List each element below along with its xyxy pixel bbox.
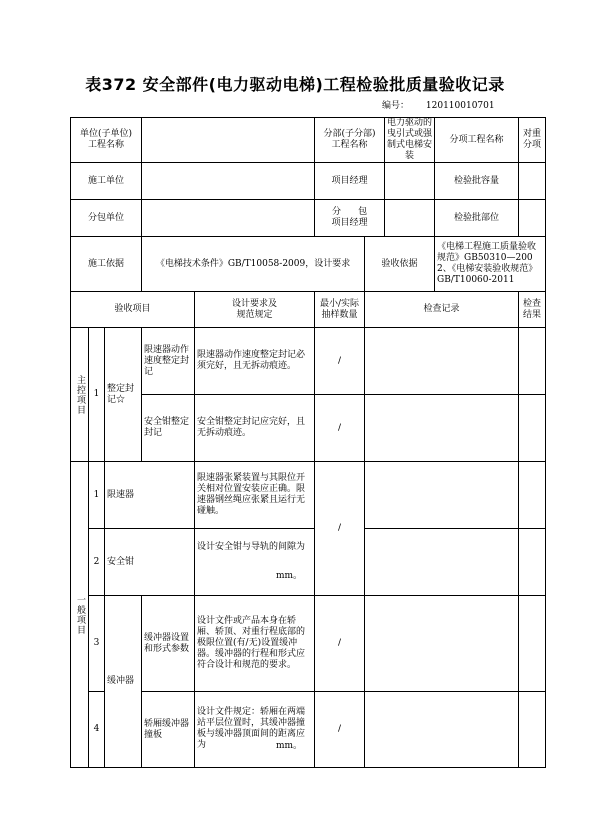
header-row-4 [71,237,546,292]
doc-number-value: 120110010701 [425,101,495,111]
general-row-2 [71,529,546,596]
general-sub-3: 缓冲器设置和形式参数 [142,596,195,692]
general-row-4 [71,692,546,768]
main-control-no: 1 [89,328,105,462]
general-unit-4: mm。 [275,741,303,751]
general-row-3 [71,596,546,692]
acceptance-basis-label: 验收依据 [365,237,435,292]
unit-label: 单位(子单位) 工程名称 [71,118,142,163]
capacity-value[interactable] [519,163,546,200]
general-sampling-4[interactable]: / [315,692,365,768]
main-control-label: 主控项目 [71,328,89,462]
main-control-req-2: 安全钳整定封记应完好，且无拆动痕迹。 [195,395,315,462]
general-req-4: 设计文件规定：轿厢在两端站平层位置时，其缓冲器撞板与缓冲器顶面间的距离应为 mm。 [195,692,315,768]
header-row-3 [71,200,546,237]
general-item-3: 缓冲器 [105,596,142,768]
column-header-row [71,292,546,328]
general-sampling-1-2[interactable]: / [315,462,365,596]
general-result-3[interactable] [519,596,546,692]
general-record-3[interactable] [365,596,519,692]
main-control-sub-2: 安全钳整定封记 [142,395,195,462]
general-record-4[interactable] [365,692,519,768]
doc-number-label: 编号： [382,101,410,111]
general-unit-2: mm。 [275,571,303,581]
subcontractor-value[interactable] [142,200,315,237]
subitem-value[interactable]: 对重分项 [519,118,546,163]
general-no-1: 1 [89,462,105,529]
general-req-2: 设计安全钳与导轨的间隙为 mm。 [195,529,315,596]
location-value[interactable] [519,200,546,237]
contractor-label: 施工单位 [71,163,142,200]
header-row-1 [71,118,546,163]
pm-value[interactable] [385,163,435,200]
general-no-4: 4 [89,692,105,768]
main-control-result-1[interactable] [519,328,546,395]
main-control-row-1 [71,328,546,395]
main-control-result-2[interactable] [519,395,546,462]
page-title: 表372 安全部件(电力驱动电梯)工程检验批质量验收记录 [85,75,505,94]
sub-pm-label: 分 包 项目经理 [315,200,385,237]
basis-value: 《电梯技术条件》GB/T10058-2009，设计要求 [142,237,365,292]
main-control-sub-1: 限速器动作速度整定封记 [142,328,195,395]
general-item-2: 安全钳 [105,529,195,596]
general-no-3: 3 [89,596,105,692]
contractor-value[interactable] [142,163,315,200]
general-result-1[interactable] [519,462,546,529]
main-control-row-2 [71,395,546,462]
unit-value[interactable] [142,118,315,163]
general-label: 一般项目 [71,462,89,768]
division-label: 分部(子分部) 工程名称 [315,118,385,163]
main-control-record-2[interactable] [365,395,519,462]
header-row-2 [71,163,546,200]
subcontractor-label: 分包单位 [71,200,142,237]
general-row-1 [71,462,546,529]
main-control-sampling-1[interactable]: / [315,328,365,395]
general-result-4[interactable] [519,692,546,768]
capacity-label: 检验批容量 [435,163,519,200]
general-item-1: 限速器 [105,462,195,529]
main-control-sampling-2[interactable]: / [315,395,365,462]
col-record: 检查记录 [365,292,519,328]
inspection-form [70,117,546,768]
general-record-2[interactable] [365,529,519,596]
general-sampling-3[interactable]: / [315,596,365,692]
main-control-record-1[interactable] [365,328,519,395]
col-sampling: 最小/实际 抽样数量 [315,292,365,328]
col-result: 检查 结果 [519,292,546,328]
general-req-1: 限速器张紧装置与其限位开关相对位置安装应正确。限速器钢丝绳应张紧且运行无碰触。 [195,462,315,529]
sub-pm-value[interactable] [385,200,435,237]
doc-number [382,98,495,111]
general-req-3: 设计文件或产品本身在轿厢、轿顶、对重行程底部的极限位置(有/无)设置缓冲器。缓冲器的行程和形式应符合设计和规范的要求。 [195,596,315,692]
location-label: 检验批部位 [435,200,519,237]
subitem-label: 分项工程名称 [435,118,519,163]
col-items: 验收项目 [71,292,195,328]
basis-label: 施工依据 [71,237,142,292]
general-record-1[interactable] [365,462,519,529]
general-sub-4: 轿厢缓冲器撞板 [142,692,195,768]
pm-label: 项目经理 [315,163,385,200]
division-value[interactable]: 电力驱动的曳引式或强制式电梯安装 [385,118,435,163]
general-no-2: 2 [89,529,105,596]
main-control-req-1: 限速器动作速度整定封记必须完好，且无拆动痕迹。 [195,328,315,395]
general-result-2[interactable] [519,529,546,596]
main-control-item: 整定封记☆ [105,328,142,462]
col-design: 设计要求及 规范规定 [195,292,315,328]
acceptance-basis-value: 《电梯工程施工质量验收规范》GB50310—2002、《电梯安装验收规范》GB/T10060-2011 [435,237,546,292]
